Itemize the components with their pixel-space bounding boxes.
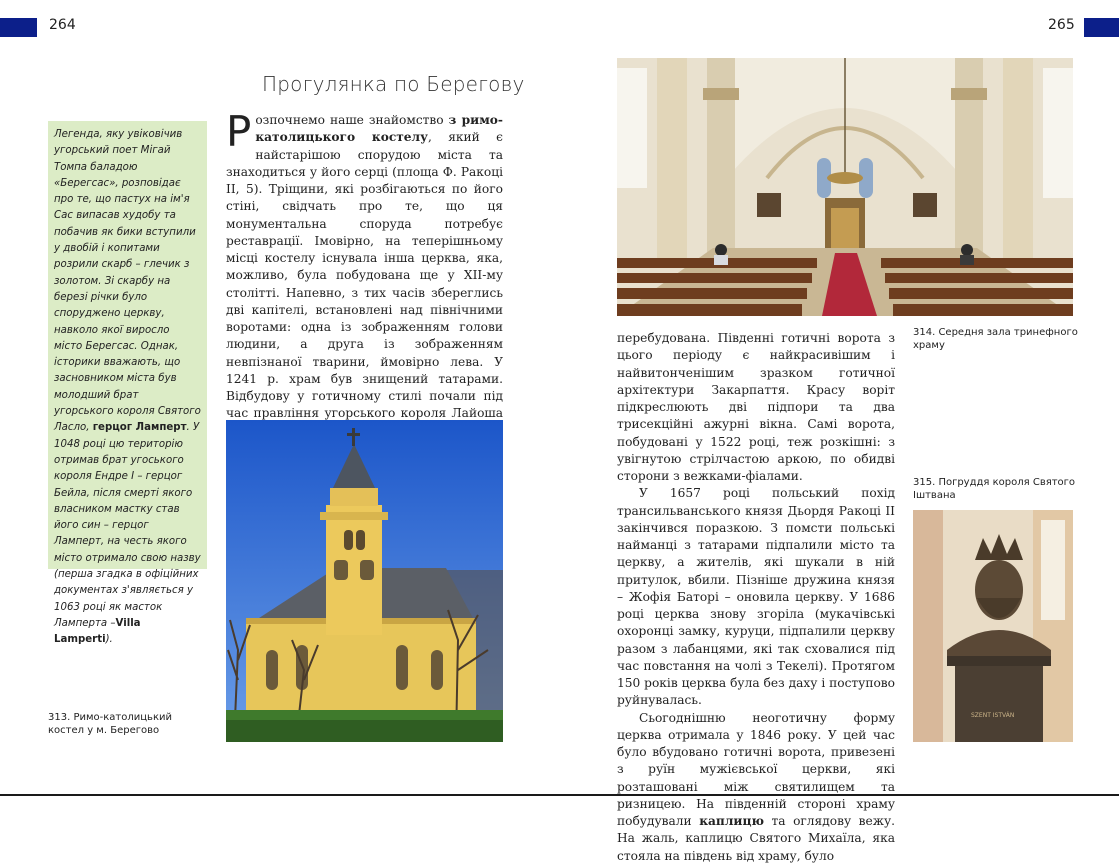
sidebar-text-3: ). [105, 634, 113, 646]
caption-313: 313. Римо-католицький костел у м. Берегово [48, 712, 172, 736]
caption-314: 314. Середня зала тринефного храму [913, 327, 1078, 351]
col2-bold-chapel: каплицю [699, 814, 764, 828]
page-number-left: 264 [49, 17, 76, 33]
col1-text-c: , який є найстарішою спорудою міста та знаходиться у його серці (площа Ф. Ракоці II, 5). Тріщини, які розбігаються по його стіні, свідчать про те, що ця монументальна споруда потребує реставрації. Імовірно, на теперішньому місці костелу існувала інша церква, яка, можливо, була побудована ще у XII-му столітті. Напевно, з тих часів збереглись дві капітелі, встановлені над північними воротами: одна із зображенням голови людини, а друга із зображенням невпізнаної тварини, ймовірно лева. У 1241 р. храм був знищений татарами. Відбудову у готичному стилі почали під час правління угорського короля Лайоша [226, 130, 503, 421]
photo-king-bust [913, 510, 1073, 742]
caption-315: 315. Погруддя короля Святого Іштвана [913, 477, 1076, 501]
col1-text-a: озпочнемо наше знайомство [255, 113, 449, 127]
col2-paragraph-1: перебудована. Південні готичні ворота з цього періоду є найкрасивішим і найвитонченішим зразком готичної архітектури Закарпаття. Красу воріт підкреслюють дві підпори та два трисекційні ажурні вікна. Самі ворота, побудовані у 1522 році, теж розкішні: з увігнутою стрілчастою аркою, по обидві сторони з вежками-фіалами. [617, 331, 895, 483]
photo-church-exterior [226, 420, 503, 742]
col2-text-c: та оглядову вежу. На жаль, каплицю Святого Михаїла, яка стояла на південь від храму, було [617, 814, 895, 863]
page-marker-right [1084, 18, 1119, 37]
sidebar-bold-villa: Villa Lamperti [54, 617, 141, 646]
section-heading: Прогулянка по Берегову [262, 72, 525, 96]
drop-cap: Р [226, 107, 252, 156]
col2-paragraph-2: У 1657 році польський похід трансильванського князя Дьордя Ракоці II закінчився поразкою. З помсти польські найманці з татарами підпалили місто та церкву, а жителів, які шукали в ній притулок, вбили. Пізніше дружина князя – Жофія Баторі – оновила церкву. У 1686 році церква знову згоріла (мукачівські охоронці замку, куруци, підпалили церкву разом з лабанцями, які так сховалися під час повстання на чолі з Текелі). Протягом 150 років церква була без даху і поступово руйнувалась. [617, 486, 895, 708]
col2-text-a: Сьогоднішню неоготичну форму церква отримала у 1846 року. У цей час було вбудовано готичні ворота, привезені з руїн мужієвської церкви, які розташовані між святилищем та ризницею. На південній стороні храму побудували [617, 710, 895, 828]
sidebar-bold-lampert: герцог Ламперт [92, 422, 187, 434]
sidebar-text-1: Легенда, яку увіковічив угорський поет Мігай Томпа баладою «Берегсас», розповідає про те, що пастух на ім'я Сас випасав худобу та побачив як бики вступили у двобій і копитами розрили скарб – глечик з золотом. Зі скарбу на березі річки було споруджено церкву, навколо якої виросло місто Берегсас. Однак, історики вважають, що засновником міста був молодший брат угорського короля Святого Ласло, [54, 129, 201, 434]
page-marker-left [0, 18, 37, 37]
photo-church-interior [617, 58, 1073, 316]
page-number-right: 265 [1048, 17, 1075, 33]
legend-sidebar [48, 121, 207, 646]
bust-plate-text: SZENT ISTVÁN [971, 712, 1015, 719]
sidebar-text-2: . У 1048 році цю територію отримав брат угоського короля Ендре I – герцог Бейла, після смерті якого власником мастку став його син – герцог Ламперт, на честь якого місто отримало свою назву (перша згадка в офіційних документах з'являється у 1063 році як масток Ламперта – [54, 422, 201, 629]
col1-bold-church: з римо-католицького костелу [255, 113, 503, 145]
body-column-right [617, 330, 895, 865]
